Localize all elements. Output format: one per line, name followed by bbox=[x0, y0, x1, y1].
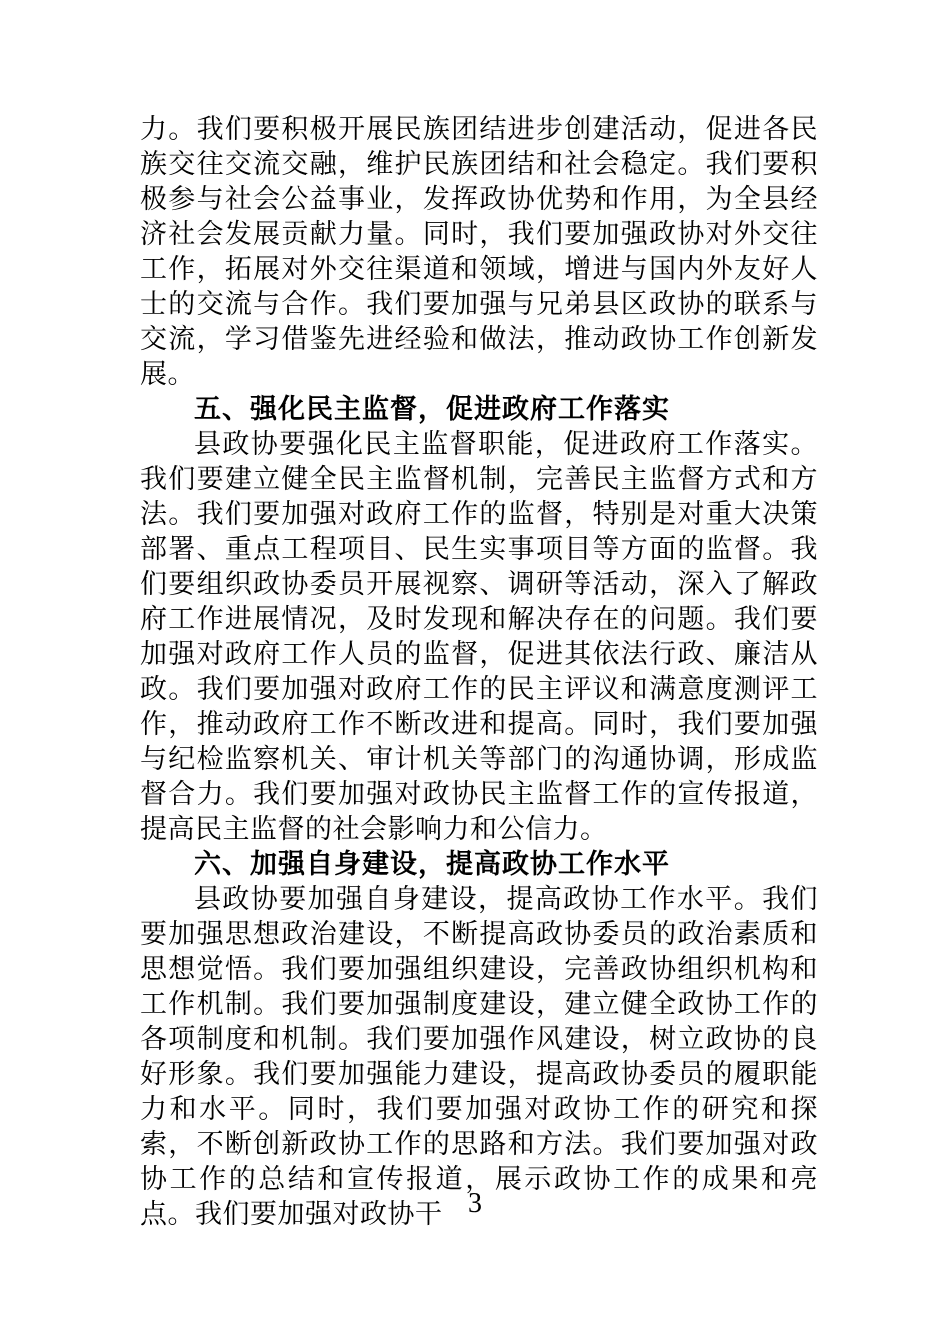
continuation-paragraph: 力。我们要积极开展民族团结进步创建活动，促进各民族交往交流交融，维护民族团结和社会稳定。我们要积极参与社会公益事业，发挥政协优势和作用，为全县经济社会发展贡献力量。同时，我们要加强政协对外交往工作，拓展对外交往渠道和领域，增进与国内外友好人士的交流与合作。我们要加强与兄弟县区政协的联系与交流，学习借鉴先进经验和做法，推动政协工作创新发展。 bbox=[140, 114, 818, 389]
section-heading-six: 六、加强自身建设，提高政协工作水平 bbox=[194, 849, 670, 879]
section-six-paragraph: 县政协要加强自身建设，提高政协工作水平。我们要加强思想政治建设，不断提高政协委员的政治素质和思想觉悟。我们要加强组织建设，完善政协组织机构和工作机制。我们要加强制度建设，建立健全政协工作的各项制度和机制。我们要加强作风建设，树立政协的良好形象。我们要加强能力建设，提高政协委员的履职能力和水平。同时，我们要加强对政协工作的研究和探索，不断创新政协工作的思路和方法。我们要加强对政协工作的总结和宣传报道，展示政协工作的成果和亮点。我们要加强对政协干 bbox=[140, 884, 818, 1229]
section-heading-five: 五、强化民主监督，促进政府工作落实 bbox=[194, 394, 670, 424]
document-content bbox=[140, 112, 818, 1232]
page-number: 3 bbox=[468, 1188, 482, 1219]
section-five-paragraph: 县政协要强化民主监督职能，促进政府工作落实。我们要建立健全民主监督机制，完善民主监督方式和方法。我们要加强对政府工作的监督，特别是对重大决策部署、重点工程项目、民生实事项目等方面的监督。我们要组织政协委员开展视察、调研等活动，深入了解政府工作进展情况，及时发现和解决存在的问题。我们要加强对政府工作人员的监督，促进其依法行政、廉洁从政。我们要加强对政府工作的民主评议和满意度测评工作，推动政府工作不断改进和提高。同时，我们要加强与纪检监察机关、审计机关等部门的沟通协调，形成监督合力。我们要加强对政协民主监督工作的宣传报道，提高民主监督的社会影响力和公信力。 bbox=[140, 429, 818, 844]
